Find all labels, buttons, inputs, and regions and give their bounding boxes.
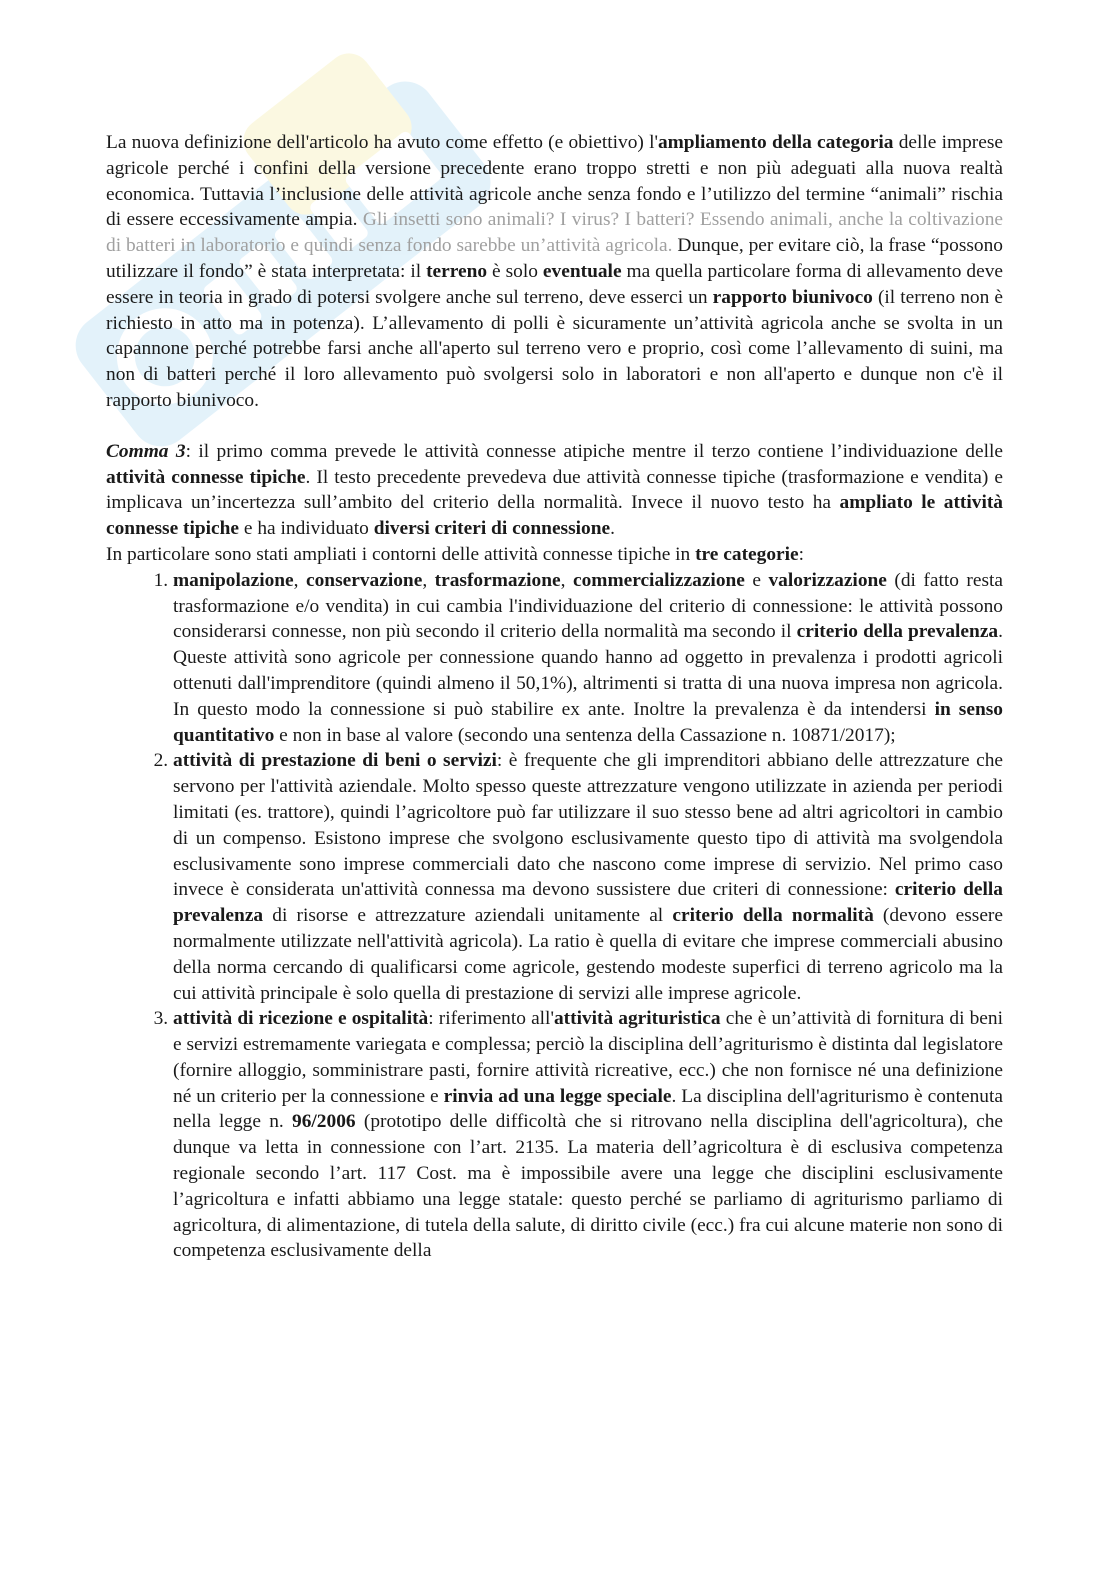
text-run: . Il testo precedente prevedeva due attività connesse tipiche (trasformazione e vendita) e implicava un’incertezza sull’ambito del criterio della normalità. Invece il nuovo testo ha xyxy=(106,466,1003,514)
text-run: e ha individuato xyxy=(239,518,374,540)
text-run: è solo xyxy=(487,260,543,282)
text-run: : il primo comma prevede le attività connesse atipiche mentre il terzo contiene l’individuazione delle xyxy=(185,440,1003,462)
bold-run: rapporto biunivoco xyxy=(712,286,873,308)
text-run: Dunque, per evitare ciò, la frase “possono utilizzare il fondo” è stata interpretata: il xyxy=(106,235,1003,282)
text-run: ma quella particolare forma di allevamento deve essere in teoria in grado di potersi svolgere anche sul terreno, deve esserci un xyxy=(106,260,1003,308)
list-item-prestazione: 2. attività di prestazione di beni o servizi: è frequente che gli imprenditori abbiano delle attrezzature che servono per l'attività aziendale. Molto spesso queste attrezzature vengono utilizzate in azienda per periodi limitati (es. trattore), quindi l’agricoltore può far utilizzare il suo stesso bene ad altri agricoltori in cambio di un compenso. Esistono imprese che svolgono esclusivamente questo tipo di attività ma svolgendola esclusivamente sono imprese commerciali dato che nascono come imprese di servizio. Nel primo caso invece è considerata un'attività connessa ma devono sussistere due criteri di connessione: criterio della prevalenza di risorse e attrezzature aziendali unitamente al criterio della normalità (devono essere normalmente utilizzate nell'attività agricola). La ratio è quella di evitare che imprese commerciali abusino della norma cercando di qualificarsi come agricole, gestendo modeste superfici di terreno agricolo ma la cui attività principale è solo quella di prestazione di servizi alle imprese agricole. xyxy=(173,748,1003,1006)
text-run: La nuova definizione dell'articolo ha avuto come effetto (e obiettivo) l' xyxy=(106,132,658,153)
bold-run: diversi criteri di connessione xyxy=(373,518,611,540)
paragraph-definition xyxy=(106,130,1003,414)
bold-run: eventuale xyxy=(542,260,622,282)
bold-run: terreno xyxy=(426,260,488,282)
bold-run: tre categorie xyxy=(695,543,799,565)
bold-run: attività connesse tipiche xyxy=(106,466,306,488)
text-run: delle imprese agricole perché i confini della versione precedente erano troppo stretti e non più adeguati alla nuova realtà economica. Tuttavia l’inclusione delle attività agricole anche senza fondo e l’utilizzo del termine “animali” rischia di essere eccessivamente ampia. xyxy=(106,132,1003,231)
list-item-manipolazione: 1. manipolazione, conservazione, trasformazione, commercializzazione e valorizzazione (di fatto resta trasformazione e/o vendita) in cui cambia l'individuazione del criterio di connessione: le attività possono considerarsi connesse, non più secondo il criterio della normalità ma secondo il criterio della prevalenza. Queste attività sono agricole per connessione quando hanno ad oggetto in prevalenza i prodotti agricoli ottenuti dall'imprenditore (quindi almeno il 50,1%), altrimenti si tratta di una nuova impresa non agricola. In questo modo la connessione si può stabilire ex ante. Inoltre la prevalenza è da intendersi in senso quantitativo e non in base al valore (secondo una sentenza della Cassazione n. 10871/2017); xyxy=(173,568,1003,749)
text-run: . xyxy=(610,518,615,540)
list-item-ricezione: 3. attività di ricezione e ospitalità: riferimento all'attività agrituristica che è un’attività di fornitura di beni e servizi estremamente variegata e complessa; perciò la disciplina dell’agriturismo è distinta dal legislatore (fornire alloggio, somministrare pasti, fornire attività ricreative, ecc.) che non fornisce né una definizione né un criterio per la connessione e rinvia ad una legge speciale. La disciplina dell'agriturismo è contenuta nella legge n. 96/2006 (prototipo delle difficoltà che si ritrovano nella disciplina dell'agricoltura), che dunque va letta in connessione con l’art. 2135. La materia dell’agricoltura è di esclusiva competenza regionale secondo l’art. 117 Cost. ma è impossibile avere una legge che disciplini esclusivamente l’agricoltura e infatti abbiamo una legge statale: questo perché se parliamo di agriturismo parliamo di agricoltura, di alimentazione, di tutela della salute, di diritto civile (ecc.) fra cui alcune materie non sono di competenza esclusivamente della xyxy=(173,1006,1003,1264)
text-run: In particolare sono stati ampliati i contorni delle attività connesse tipiche in xyxy=(106,543,696,565)
text-run: : xyxy=(798,543,805,565)
text-run: (il terreno non è richiesto in atto ma in potenza). L’allevamento di polli è sicuramente un’attività agricola anche se svolta in un capannone perché potrebbe farsi anche all'aperto sul terreno vero e proprio, così come l’allevamento di suini, ma non di batteri perché il loro allevamento può svolgersi solo in laboratori e non all'aperto e dunque non c'è il rapporto biunivoco. xyxy=(106,286,1003,411)
gray-text-run: Gli insetti sono animali? I virus? I batteri? Essendo animali, anche la coltivazione di batteri in laboratorio e quindi senza fondo sarebbe un’attività agricola. xyxy=(106,209,1004,257)
comma-label: Comma 3 xyxy=(106,440,186,462)
paragraph-categories-intro xyxy=(106,542,1003,568)
paragraph-comma-3 xyxy=(106,439,1003,542)
bold-run: ampliato le attività connesse tipiche xyxy=(106,492,1003,540)
bold-run: ampliamento della categoria xyxy=(657,132,894,153)
categories-list xyxy=(106,568,1003,1265)
document-body xyxy=(106,130,1003,1264)
